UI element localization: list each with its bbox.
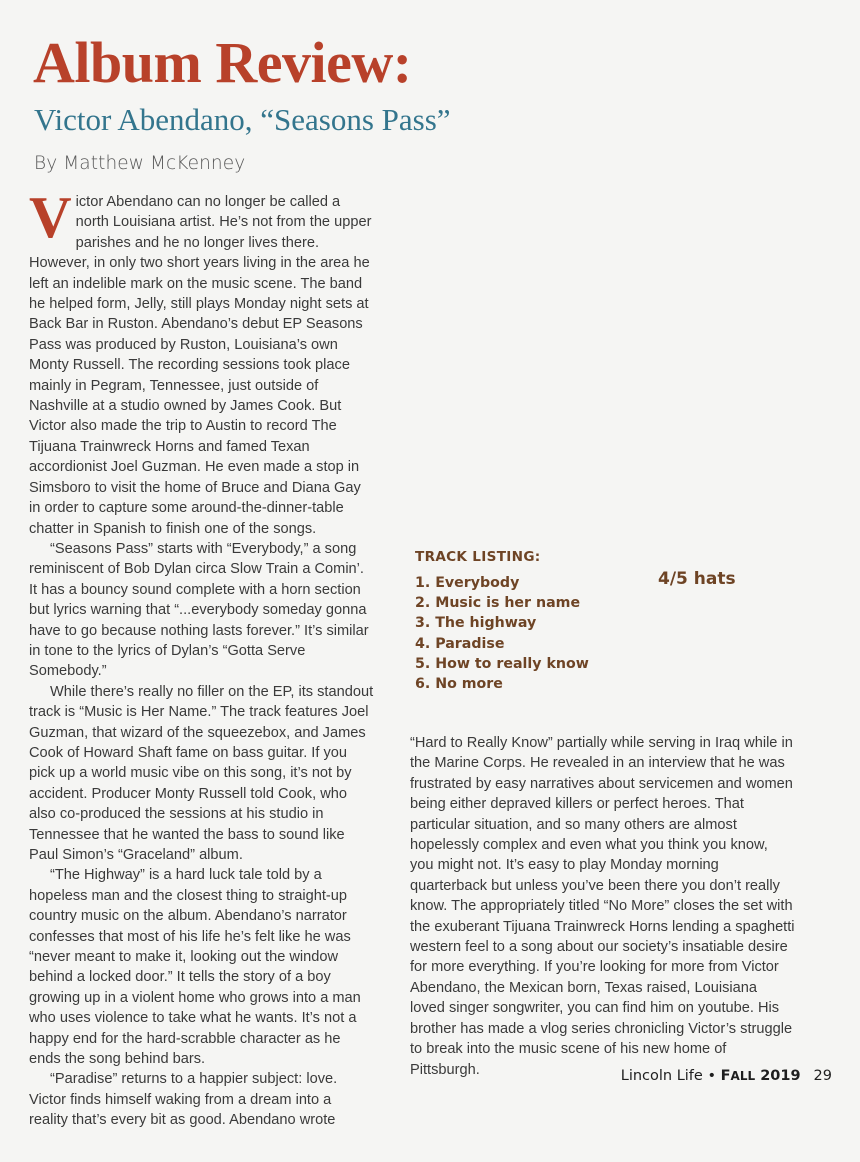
article-paragraph: “Hard to Really Know” partially while serving in Iraq while in the Marine Corps. He revealed in an interview that he was frustrated by easy narratives about servicemen and women being either depraved killers or perfect heroes. That particular situation, and so many others are almost hopelessly complex and even what you think you know, you might not. It’s easy to play Monday morning quarterback but unless you’ve been there you don’t really know. The appropriately titled “No More” closes the set with the exuberant Tijuana Trainwreck Horns lending a spaghetti western feel to a song about our society’s insatiable desire for more everything. If you’re looking for more from Victor Abendano, the Mexican born, Texas raised, Louisiana loved singer songwriter, you can find him on youtube. His brother has made a vlog series chronicling Victor’s struggle to break into the music scene of his new home of Pittsburgh. <box>410 735 795 1078</box>
drop-cap: V <box>29 184 72 250</box>
track-listing <box>415 549 645 694</box>
footer-season-initial: F <box>720 1068 731 1084</box>
article-paragraph: “Paradise” returns to a happier subject: love. Victor finds himself waking from a dream into a reality that’s every bit as good. Abendano wrote <box>29 1071 338 1129</box>
article-paragraph: While there’s really no filler on the EP, its standout track is “Music is Her Name.” The track features Joel Guzman, that wizard of the squeezebox, and James Cook of Howard Shaft fame on bass guitar. If you pick up a world music vibe on this song, it’s not by accident. Producer Monty Russell told Cook, who also co-produced the sessions at his studio in Tennessee that he wanted the bass to sound like Paul Simon’s “Graceland” album. <box>29 683 374 863</box>
track-item: 5. How to really know <box>415 655 589 672</box>
footer-year: 2019 <box>760 1068 801 1084</box>
track-listing-items <box>415 573 645 694</box>
paragraph-text: ictor Abendano can no longer be called a north Louisiana artist. He’s not from the upper parishes and he no longer lives there. However, in only two short years living in the area he left an indelible mark on the music scene. The band he helped form, Jelly, still plays Monday night sets at Back Bar in Ruston. Abendano’s debut EP Seasons Pass was produced by Ruston, Louisiana’s own Monty Russell. The recording sessions took place mainly in Pegram, Tennessee, just outside of Nashville at a studio owned by James Cook. But Victor also made the trip to Austin to record The Tijuana Trainwreck Horns and famed Texan accordionist Joel Guzman. He even made a stop in Simsboro to visit the home of Bruce and Diana Gay in order to capture some around-the-dinner-table chatter in Spanish to finish one of the songs. <box>29 194 372 537</box>
footer-publication: Lincoln Life <box>620 1068 703 1084</box>
footer-season-rest: ALL <box>730 1069 756 1083</box>
masthead <box>33 30 733 174</box>
page-footer <box>621 1068 832 1084</box>
track-item: 1. Everybody <box>415 575 520 591</box>
article-paragraph <box>29 184 374 539</box>
bullet-icon: • <box>707 1068 717 1084</box>
page-number: 29 <box>813 1068 832 1084</box>
page-title: Album Review: <box>33 30 412 95</box>
track-item: 4. Paradise <box>415 635 505 652</box>
article-column-right <box>410 733 795 1080</box>
track-item: 3. The highway <box>415 615 537 632</box>
byline: By Matthew McKenney <box>34 152 246 174</box>
page-subtitle: Victor Abendano, “Seasons Pass” <box>34 102 451 137</box>
track-listing-title: TRACK LISTING: <box>415 549 541 565</box>
rating-badge: 4/5 hats <box>658 569 736 589</box>
article-paragraph: “Seasons Pass” starts with “Everybody,” a song reminiscent of Bob Dylan circa Slow Train a Comin’. It has a bouncy sound complete with a horn section but lyrics warning that “...everybody someday gonna have to go because nothing lasts forever.” It’s similar in tone to the lyrics of Dylan’s “Gotta Serve Somebody.” <box>29 540 369 680</box>
article-column-left <box>29 184 374 1131</box>
track-item: 2. Music is her name <box>415 595 581 612</box>
track-item: 6. No more <box>415 676 503 693</box>
article-paragraph: “The Highway” is a hard luck tale told by a hopeless man and the closest thing to straight-up country music on the album. Abendano’s narrator confesses that most of his life he’s felt like he was “never meant to make it, looking out the window behind a locked door.” It tells the story of a boy growing up in a violent home who grows into a man who uses violence to take what he wants. It’s not a happy end for the hard-scrabble character as he ends the song behind bars. <box>29 867 361 1068</box>
footer-issue-line <box>621 1068 801 1084</box>
